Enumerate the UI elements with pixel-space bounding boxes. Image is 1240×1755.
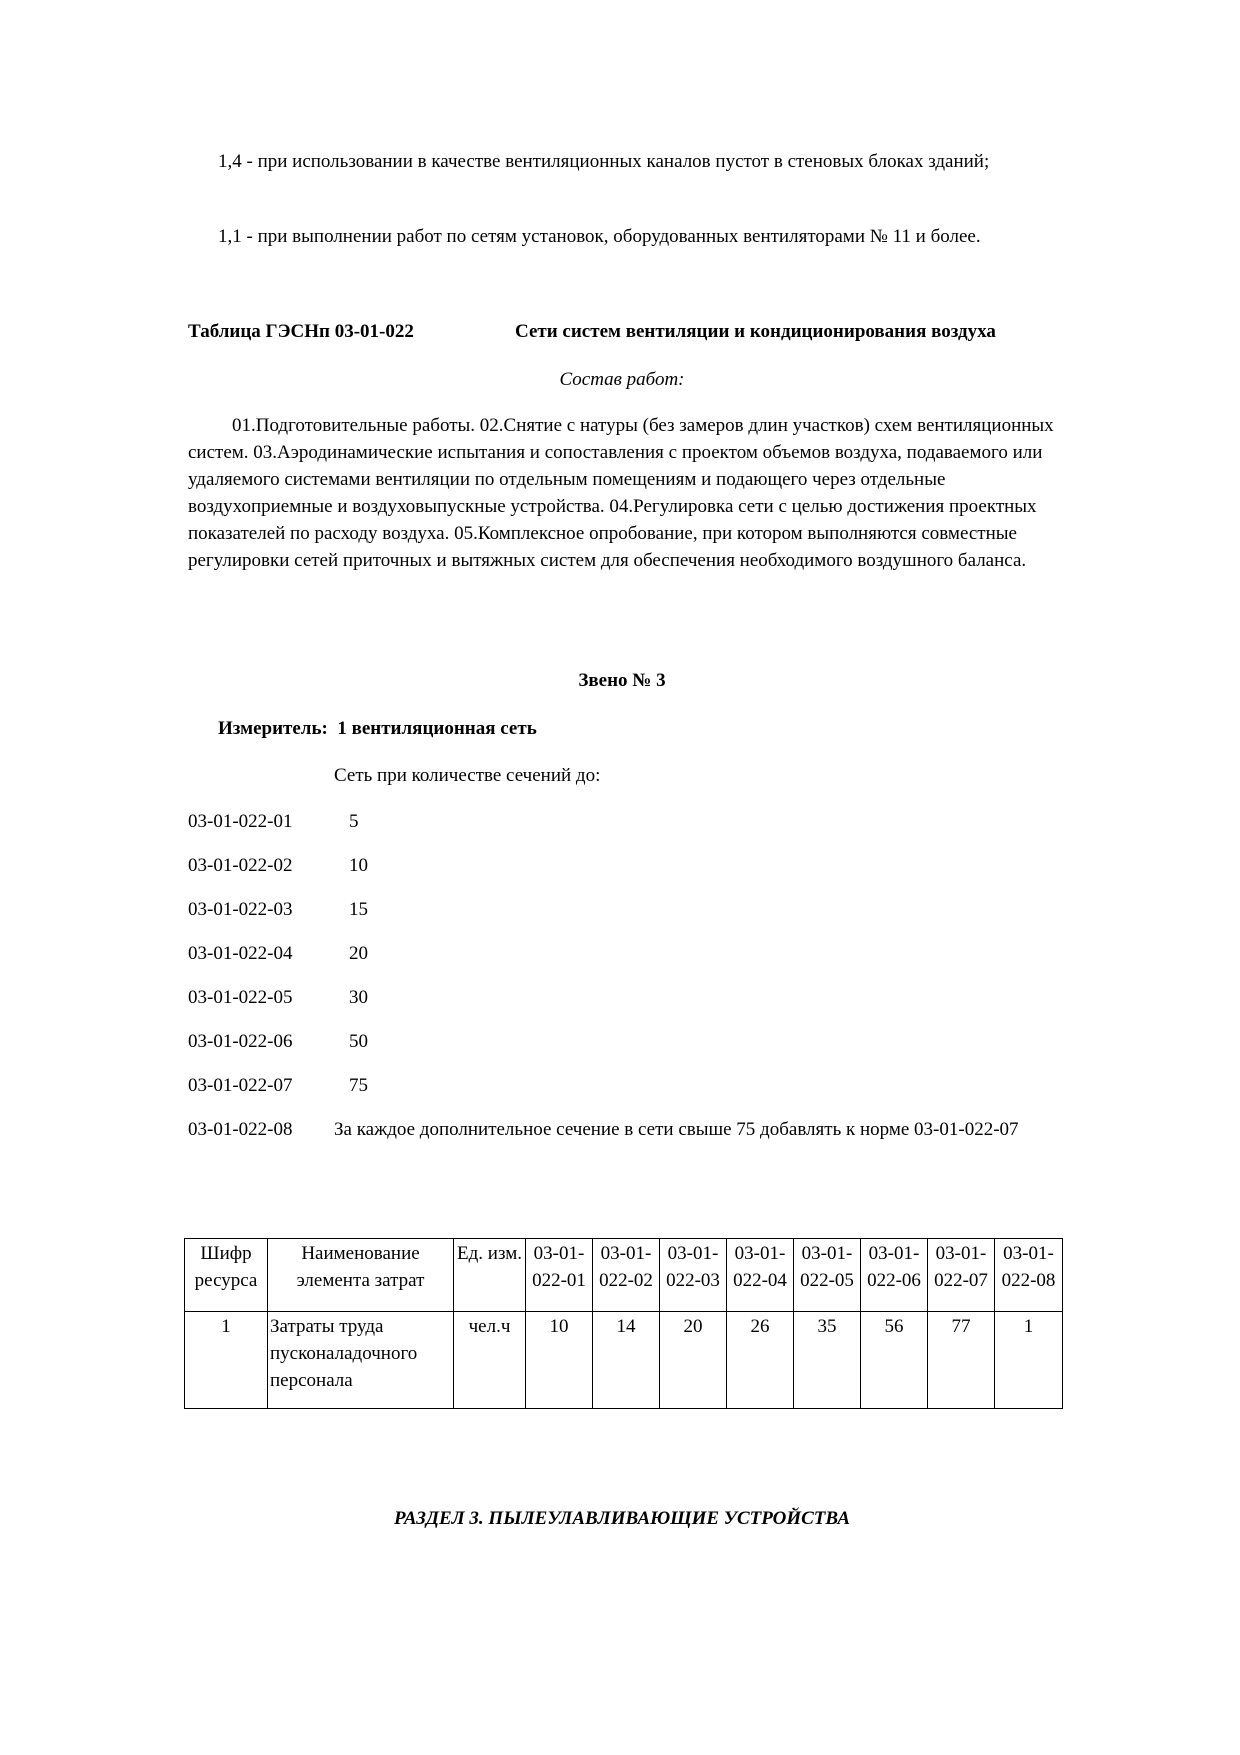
table-cell: 10 [526, 1312, 593, 1409]
table-header-cell: Шифр ресурса [185, 1239, 268, 1312]
network-caption: Сеть при количестве сечений до: [334, 765, 601, 786]
table-cell: 1 [185, 1312, 268, 1409]
table-header-cell: 03-01-022-07 [928, 1239, 995, 1312]
item-value: 20 [349, 943, 368, 964]
measure-label: Измеритель: 1 вентиляционная сеть [218, 718, 537, 739]
intro-paragraph-2: 1,1 - при выполнении работ по сетям установок, оборудованных вентиляторами № 11 и более. [218, 226, 981, 247]
composition-text: 01.Подготовительные работы. 02.Снятие с натуры (без замеров длин участков) схем вентиляционных систем. 03.Аэродинамические испытания и сопоставления с проектом объемов воздуха, подаваемого или удаляемого системами вентиляции по отдельным помещениям и подающего через отдельные воздухоприемные и воздуховыпускные устройства. 04.Регулировка сети с целью достижения проектных показателей по расходу воздуха. 05.Комплексное опробование, при котором выполняются совместные регулировки сетей приточных и вытяжных систем для обеспечения необходимого воздушного баланса. [188, 415, 1054, 571]
composition-title: Состав работ: [559, 369, 685, 390]
item-value: 75 [349, 1075, 368, 1096]
item-value: За каждое дополнительное сечение в сети свыше 75 добавлять к норме 03-01-022-07 [334, 1119, 1019, 1140]
section-title: РАЗДЕЛ 3. ПЫЛЕУЛАВЛИВАЮЩИЕ УСТРОЙСТВА [393, 1508, 851, 1529]
table-title: Сети систем вентиляции и кондиционирования воздуха [515, 321, 996, 342]
item-value: 50 [349, 1031, 368, 1052]
table-cell: 77 [928, 1312, 995, 1409]
item-value: 30 [349, 987, 368, 1008]
table-code: Таблица ГЭСНп 03-01-022 [188, 321, 414, 342]
table-cell: Затраты труда пусконаладочного персонала [268, 1312, 454, 1409]
table-header-cell: 03-01-022-04 [727, 1239, 794, 1312]
table-cell: 35 [794, 1312, 861, 1409]
item-code: 03-01-022-06 [188, 1031, 293, 1052]
table-cell: чел.ч [454, 1312, 526, 1409]
item-code: 03-01-022-01 [188, 811, 293, 832]
table-header-cell: Ед. изм. [454, 1239, 526, 1312]
table-cell: 1 [995, 1312, 1063, 1409]
item-code: 03-01-022-03 [188, 899, 293, 920]
item-code: 03-01-022-08 [188, 1119, 293, 1140]
item-value: 15 [349, 899, 368, 920]
table-cell: 56 [861, 1312, 928, 1409]
item-value: 5 [349, 811, 359, 832]
table-cell: 14 [593, 1312, 660, 1409]
item-code: 03-01-022-07 [188, 1075, 293, 1096]
table-header-cell: Наименование элемента затрат [268, 1239, 454, 1312]
table-row [185, 1312, 1063, 1409]
item-code: 03-01-022-02 [188, 855, 293, 876]
table-header-cell: 03-01-022-03 [660, 1239, 727, 1312]
table-header-cell: 03-01-022-08 [995, 1239, 1063, 1312]
crew-label: Звено № 3 [578, 670, 666, 691]
table-header-row [185, 1239, 1063, 1312]
table-cell: 26 [727, 1312, 794, 1409]
item-value: 10 [349, 855, 368, 876]
resource-table [184, 1238, 1063, 1409]
table-header-cell: 03-01-022-06 [861, 1239, 928, 1312]
table-header-cell: 03-01-022-02 [593, 1239, 660, 1312]
table-header-cell: 03-01-022-01 [526, 1239, 593, 1312]
item-code: 03-01-022-04 [188, 943, 293, 964]
table-header-cell: 03-01-022-05 [794, 1239, 861, 1312]
item-code: 03-01-022-05 [188, 987, 293, 1008]
intro-paragraph-1: 1,4 - при использовании в качестве вентиляционных каналов пустот в стеновых блоках зданий; [218, 151, 990, 172]
table-cell: 20 [660, 1312, 727, 1409]
